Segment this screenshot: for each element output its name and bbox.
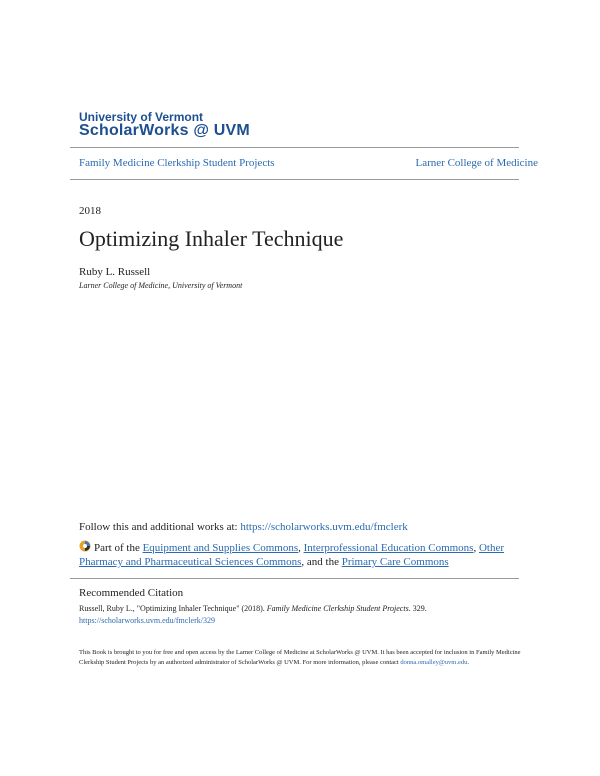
university-name: University of Vermont bbox=[79, 110, 204, 124]
part-of-prefix: Part of the bbox=[94, 542, 143, 554]
commons-link-interprofessional[interactable]: Interprofessional Education Commons bbox=[303, 542, 474, 554]
commons-link-equipment[interactable]: Equipment and Supplies Commons bbox=[142, 542, 299, 554]
citation-text bbox=[79, 603, 524, 627]
collection-link[interactable]: Family Medicine Clerkship Student Projects bbox=[79, 157, 275, 169]
separator: , bbox=[298, 542, 304, 554]
author-name: Ruby L. Russell bbox=[79, 266, 151, 278]
nav-divider bbox=[70, 179, 519, 180]
college-link[interactable]: Larner College of Medicine bbox=[415, 157, 538, 169]
author-affiliation: Larner College of Medicine, University of Vermont bbox=[79, 281, 243, 290]
follow-link[interactable]: https://scholarworks.uvm.edu/fmclerk bbox=[240, 521, 408, 533]
contact-email-link[interactable]: donna.omalley@uvm.edu bbox=[400, 659, 468, 666]
publication-year: 2018 bbox=[79, 205, 101, 217]
commons-link-pharmacy[interactable]: Other Pharmacy and Pharmaceutical Sciences Commons bbox=[79, 542, 505, 568]
citation-number: . 329. bbox=[408, 604, 427, 613]
follow-label: Follow this and additional works at: bbox=[79, 521, 241, 533]
separator: , and the bbox=[301, 556, 342, 568]
top-divider bbox=[70, 147, 519, 148]
follow-line bbox=[79, 521, 408, 533]
access-statement bbox=[79, 648, 524, 668]
open-access-icon bbox=[79, 540, 91, 552]
repository-name[interactable]: ScholarWorks @ UVM bbox=[79, 122, 250, 139]
separator: , bbox=[473, 542, 479, 554]
document-title: Optimizing Inhaler Technique bbox=[79, 226, 344, 251]
citation-link[interactable]: https://scholarworks.uvm.edu/fmclerk/329 bbox=[79, 616, 215, 625]
access-statement-end: . bbox=[467, 659, 469, 666]
citation-series: Family Medicine Clerkship Student Projects bbox=[266, 604, 409, 613]
part-of-line bbox=[79, 540, 524, 569]
commons-link-primary-care[interactable]: Primary Care Commons bbox=[341, 556, 449, 568]
access-statement-text: This Book is brought to you for free and open access by the Larner College of Medicine at ScholarWorks @ UVM. It has been accepted for inclusion in Family Medicine Clerkship Student Projects by an authorized administrator of ScholarWorks @ UVM. For more information, please contact bbox=[79, 649, 521, 666]
citation-divider bbox=[70, 578, 519, 579]
citation-heading: Recommended Citation bbox=[79, 587, 184, 599]
citation-body: Russell, Ruby L., "Optimizing Inhaler Technique" (2018). bbox=[79, 604, 267, 613]
